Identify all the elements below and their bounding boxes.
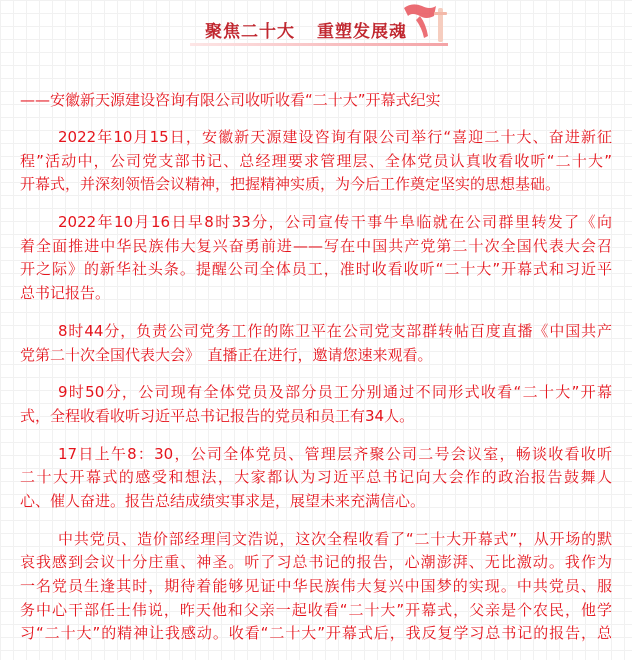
paragraph-line: 9时50分，公司现有全体党员及部分员工分别通过不同形式收看“二十大”开幕 [58, 383, 612, 402]
paragraph-line: 着全面推进中华民族伟大复兴奋勇前进——写在中国共产党第二十次全国代表大会召 [20, 236, 612, 255]
article-header [0, 0, 632, 56]
paragraph-line: 程”活动中，公司党支部书记、总经理要求管理层、全体党员认真收看收听“二十大” [20, 151, 612, 170]
paragraph-line: 8时44分，负责公司党务工作的陈卫平在公司党支部群转帖百度直播《中国共产 [58, 321, 612, 340]
paragraph-line: 一名党员生逢其时，期待着能够见证中华民族伟大复兴中国梦的实现。中共党员、服 [20, 577, 612, 595]
paragraph [20, 443, 612, 514]
paragraph [20, 528, 612, 646]
article-title [205, 17, 407, 42]
paragraph-line: 总书记报告。 [20, 284, 111, 303]
paragraph-line: 式，全程收看收听习近平总书记报告的党员和员工有34人。 [20, 406, 415, 425]
paragraph-line: 习“二十大”的精神让我感动。收看“二十大”开幕式后，我反复学习总书记的报告，总 [20, 624, 612, 643]
paragraph-line: 二十大开幕式的感受和想法，大家都认为习近平总书记向大会作的政治报告鼓舞人 [20, 468, 612, 487]
paragraph [20, 381, 612, 428]
article-subtitle: ——安徽新天源建设咨询有限公司收听收看“二十大”开幕式纪实 [20, 91, 441, 109]
paragraph-line: 开之际》的新华社头条。提醒公司全体员工，准时收看收听“二十大”开幕式和习近平 [20, 260, 612, 279]
paragraph-line: 开幕式，并深刻领悟会议精神，把握精神实质，为今后工作奠定坚实的思想基础。 [20, 175, 561, 194]
paragraph-line: 务中心干部任士伟说，昨天他和父亲一起收看“二十大”开幕式，父亲是个农民，他学 [20, 600, 612, 619]
title-part-2: 重塑发展魂 [317, 22, 407, 42]
red-flag-huabiao-icon [400, 2, 450, 44]
paragraph [20, 320, 612, 367]
paragraph-line: 2022年10月16日早8时33分，公司宣传干事牛阜临就在公司群里转发了《向 [58, 213, 612, 232]
title-part-1: 聚焦二十大 [205, 22, 295, 42]
paragraph-line: 党第二十次全国代表大会》 直播正在进行，邀请您速来观看。 [20, 345, 433, 364]
paragraph-line: 哀我感到会议十分庄重、神圣。听了习总书记的报告，心潮澎湃、无比激动。我作为 [20, 553, 612, 572]
paragraph [20, 211, 612, 306]
paragraph-line: 2022年10月15日，安徽新天源建设咨询有限公司举行“喜迎二十大、奋进新征 [58, 128, 612, 146]
paragraph-line: 心、催人奋进。报告总结成绩实事求是，展望未来充满信心。 [20, 491, 426, 510]
paragraph-line: 中共党员、造价部经理闫文浩说，这次全程收看了“二十大开幕式”，从开场的默 [58, 529, 612, 548]
paragraph-line: 17日上午8：30，公司全体党员、管理层齐聚公司二号会议室，畅谈收看收听 [58, 444, 612, 463]
article-body [20, 88, 612, 660]
paragraph [20, 126, 612, 197]
